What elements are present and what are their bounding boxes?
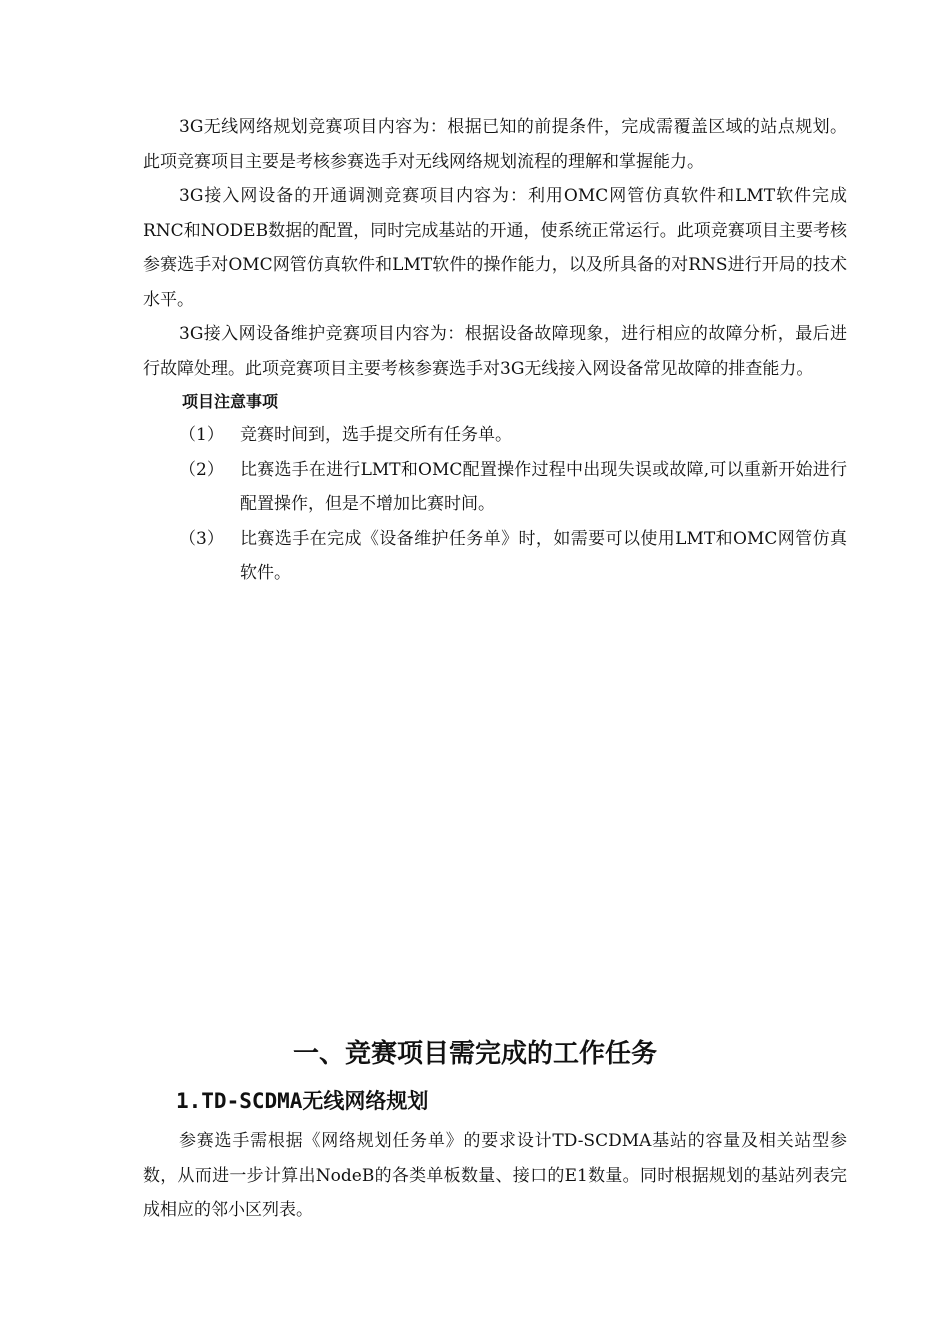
intro-section [143,110,847,591]
note-number: （1） [179,425,224,445]
note-number: （3） [179,528,224,549]
note-text: 竞赛时间到，选手提交所有任务单。 [240,425,512,445]
note-item [143,522,847,591]
section-heading: 一、竞赛项目需完成的工作任务 [292,1039,657,1069]
note-text: 比赛选手在进行LMT和OMC配置操作过程中出现失误或故障,可以重新开始进行配置操作，但是不增加比赛时间。 [240,459,847,514]
intro-paragraph-network-planning: 3G无线网络规划竞赛项目内容为：根据已知的前提条件，完成需覆盖区域的站点规划。此项竞赛项目主要是考核参赛选手对无线网络规划流程的理解和掌握能力。 [143,117,847,172]
section-body [143,1124,847,1228]
intro-paragraph-commissioning: 3G接入网设备的开通调测竞赛项目内容为：利用OMC网管仿真软件和LMT软件完成RNC和NODEB数据的配置，同时完成基站的开通，使系统正常运行。此项竞赛项目主要考核参赛选手对OMC网管仿真软件和LMT软件的操作能力，以及所具备的对RNS进行开局的技术水平。 [143,186,847,310]
note-item [143,418,847,453]
section-paragraph: 参赛选手需根据《网络规划任务单》的要求设计TD-SCDMA基站的容量及相关站型参数，从而进一步计算出NodeB的各类单板数量、接口的E1数量。同时根据规划的基站列表完成相应的邻小区列表。 [143,1131,847,1220]
note-number: （2） [179,459,224,480]
note-item [143,453,847,522]
intro-paragraph-maintenance: 3G接入网设备维护竞赛项目内容为：根据设备故障现象，进行相应的故障分析，最后进行故障处理。此项竞赛项目主要考核参赛选手对3G无线接入网设备常见故障的排查能力。 [143,324,847,379]
notes-title: 项目注意事项 [182,392,279,411]
note-text: 比赛选手在完成《设备维护任务单》时，如需要可以使用LMT和OMC网管仿真软件。 [240,528,847,583]
section-subheading: 1.TD-SCDMA无线网络规划 [176,1089,429,1113]
